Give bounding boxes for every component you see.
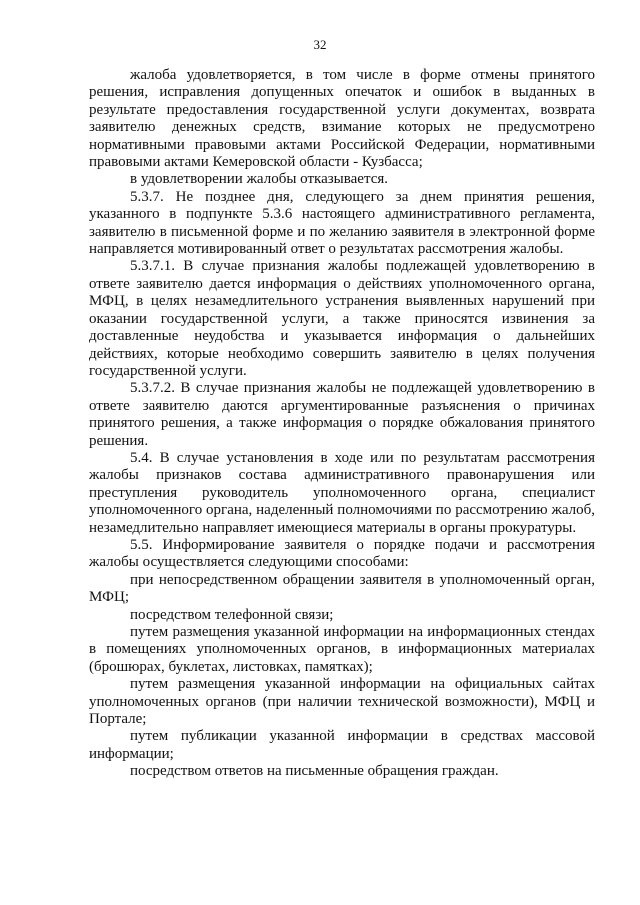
list-item-media: путем публикации указанной информации в средствах массовой информации; [89, 728, 595, 762]
list-item-stands: путем размещения указанной информации на информационных стендах в помещениях уполномоченных органов, в информационных материалах (брошюрах, буклетах, листовках, памятках); [89, 624, 595, 675]
list-item-written-requests: посредством ответов на письменные обращения граждан. [130, 763, 499, 780]
paragraph-5-3-7: 5.3.7. Не позднее дня, следующего за днем принятия решения, указанного в подпункте 5.3.6 настоящего административного регламента, заявителю в письменной форме и по желанию заявителя в электронной форме направляется мотивированный ответ о результатах рассмотрения жалобы. [89, 188, 595, 258]
paragraph-5-4: 5.4. В случае установления в ходе или по результатам рассмотрения жалобы признаков состава административного правонарушения или преступления руководитель уполномоченного органа, специалист уполномоченного органа, наделенный полномочиями по рассмотрению жалоб, незамедлительно направляет имеющиеся материалы в органы прокуратуры. [89, 449, 595, 536]
paragraph-5-5: 5.5. Информирование заявителя о порядке подачи и рассмотрения жалобы осуществляется следующими способами: [89, 536, 595, 571]
list-item-direct-contact: при непосредственном обращении заявителя в уполномоченный орган, МФЦ; [89, 571, 595, 606]
paragraph-5-3-7-2: 5.3.7.2. В случае признания жалобы не подлежащей удовлетворению в ответе заявителю даются аргументированные разъяснения о причинах принятого решения, а также информация о порядке обжалования принятого решения. [89, 380, 595, 449]
paragraph-5-3-7-1: 5.3.7.1. В случае признания жалобы подлежащей удовлетворению в ответе заявителю дается информация о действиях уполномоченного органа, МФЦ, в целях незамедлительного устранения выявленных нарушений при оказании государственной услуги, а также приносятся извинения за доставленные неудобства и указывается информация о дальнейших действиях, которые необходимо совершить заявителю в целях получения государственной услуги. [89, 258, 595, 379]
paragraph-complaint-refused: в удовлетворении жалобы отказывается. [130, 171, 388, 188]
paragraph-complaint-satisfied: жалоба удовлетворяется, в том числе в форме отмены принятого решения, исправления допущенных опечаток и ошибок в выданных в результате предоставления государственной услуги документах, возврата заявителю денежных средств, взимание которых не предусмотрено нормативными правовыми актами Российской Федерации, нормативными правовыми актами Кемеровской области - Кузбасса; [89, 67, 595, 171]
list-item-websites: путем размещения указанной информации на официальных сайтах уполномоченных органов (при наличии технической возможности), МФЦ и Портале; [89, 676, 595, 728]
page-number: 32 [313, 37, 327, 52]
list-item-phone: посредством телефонной связи; [130, 606, 334, 623]
document-body [89, 67, 595, 781]
